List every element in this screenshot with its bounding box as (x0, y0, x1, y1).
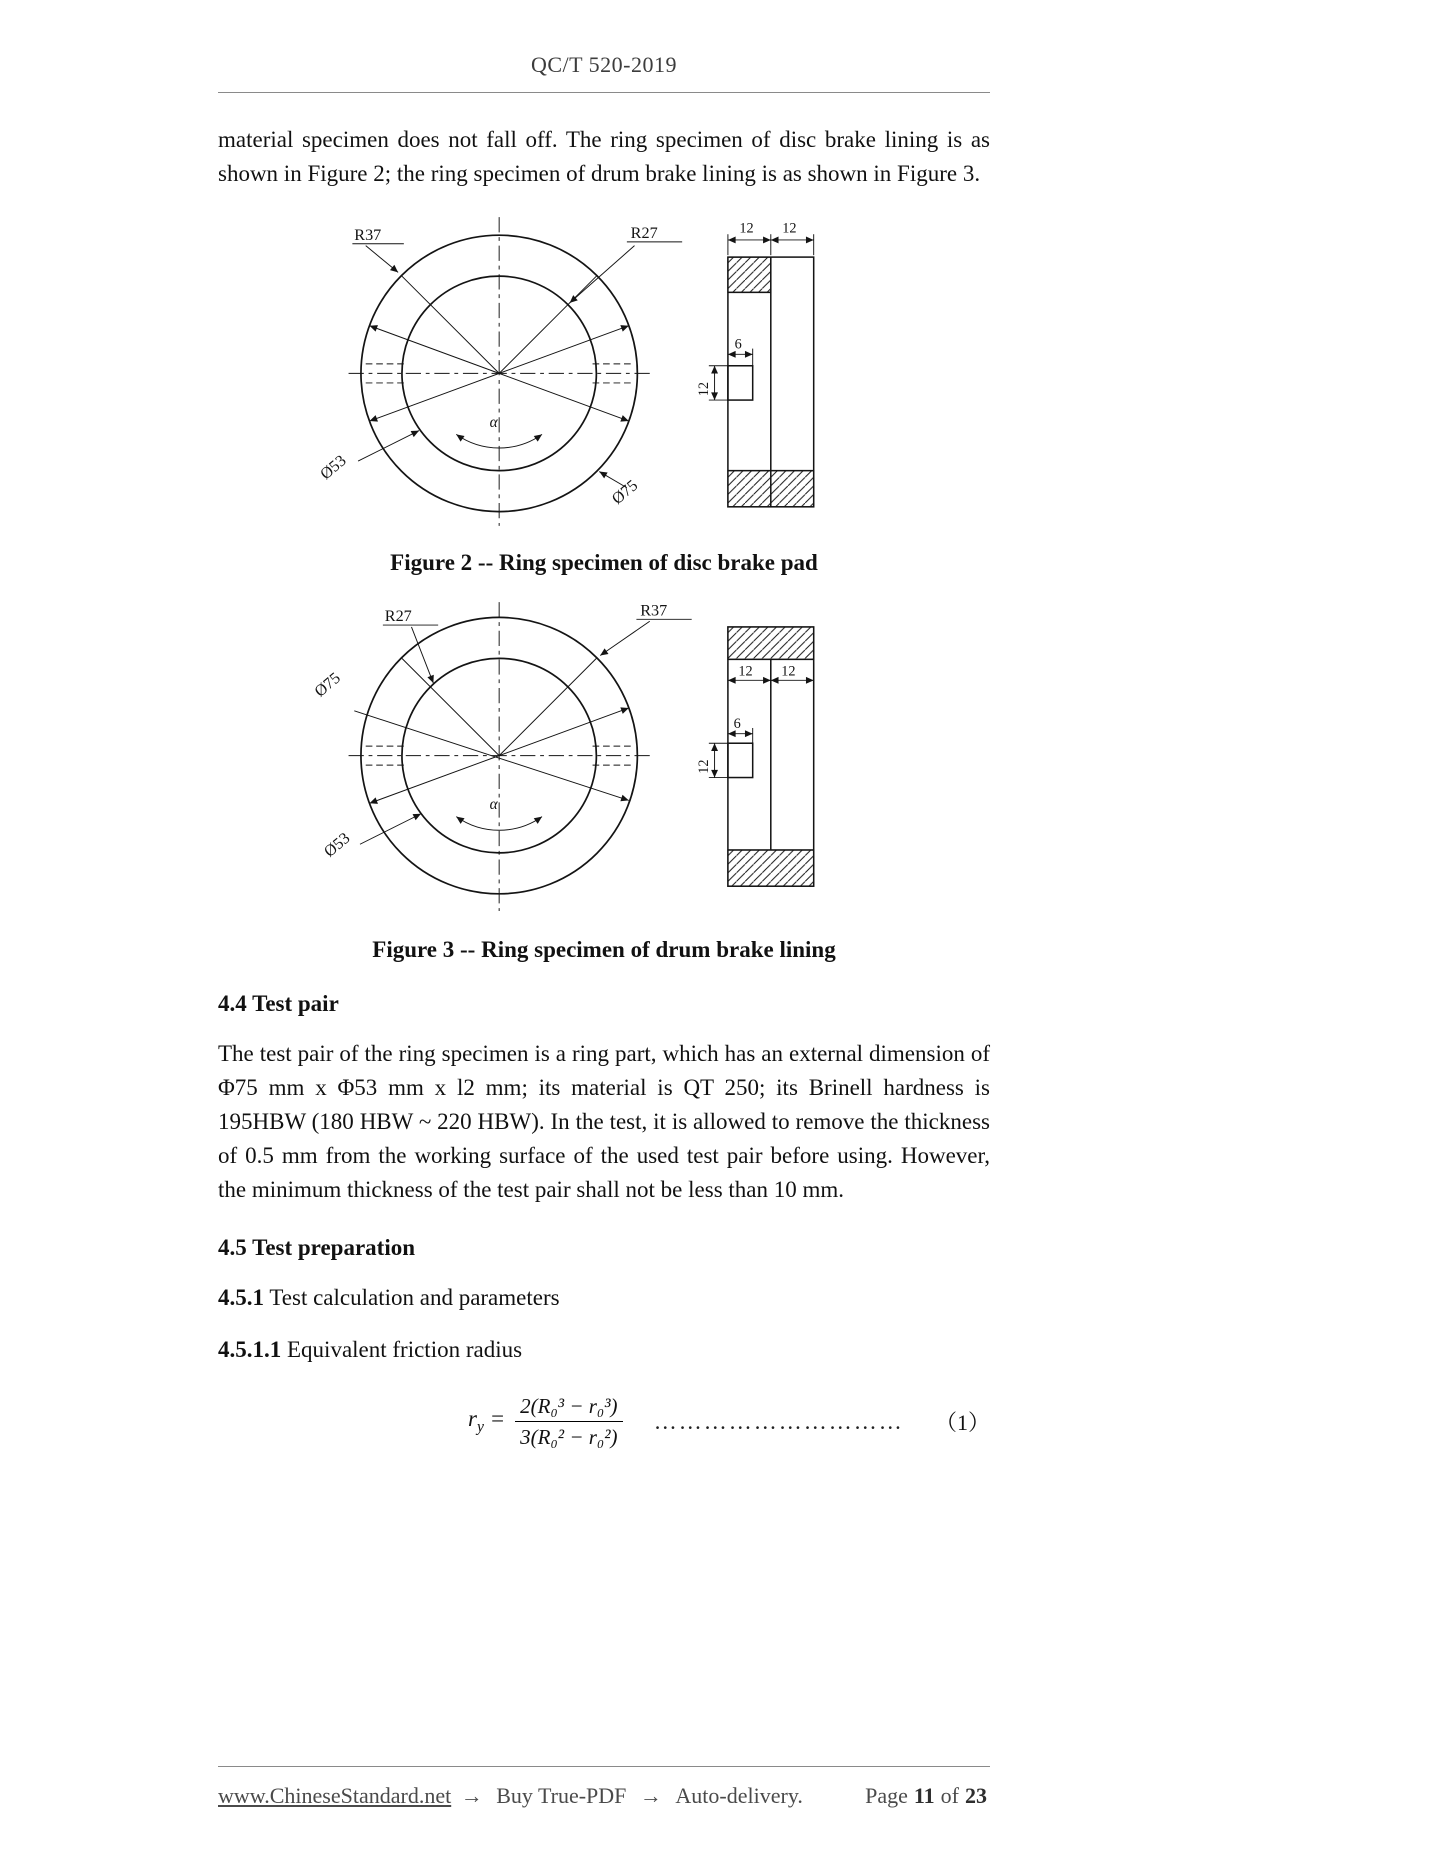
equation-1-expression (468, 1393, 623, 1451)
figure-3-caption: Figure 3 -- Ring specimen of drum brake lining (372, 937, 836, 962)
chinesestandard-link[interactable]: www.ChineseStandard.net (218, 1783, 452, 1808)
equation-1-lhs (468, 1406, 505, 1437)
equation-1-subscript: y (476, 1419, 484, 1437)
fig2-label-r-inner: R27 (630, 224, 658, 243)
equation-1 (218, 1393, 990, 1451)
fig3-dim-12-left: 12 (738, 663, 753, 680)
figure-3-drawing (299, 598, 909, 918)
fig3-dim-6: 6 (733, 715, 741, 732)
figure-2 (218, 211, 990, 536)
fig2-section-dim-labels (696, 220, 797, 396)
fig2-label-d-inner: Ø53 (316, 451, 350, 484)
page-number (862, 1783, 990, 1809)
fig2-dim-12-vertical: 12 (695, 381, 712, 397)
fig3-ring-labels (311, 602, 667, 861)
equation-1-dot-leader: ………………………… (653, 1408, 904, 1434)
page-total: 23 (965, 1783, 987, 1808)
footer-links (218, 1783, 807, 1809)
document-page (218, 0, 990, 1451)
document-header (218, 0, 990, 78)
fig3-label-r-inner: R27 (384, 607, 412, 626)
equation-1-variable: r (468, 1406, 477, 1432)
section-4-5-heading: 4.5 Test preparation (218, 1235, 416, 1260)
fig3-label-alpha: α (489, 795, 498, 813)
fig2-section-view (728, 257, 814, 507)
page-footer (218, 1766, 990, 1809)
section-4-5-1-1-text: Equivalent friction radius (287, 1337, 523, 1362)
page-current: 11 (913, 1783, 935, 1808)
fig2-ring-labels (317, 224, 658, 508)
section-4-5-1-1-number: 4.5.1.1 (218, 1337, 282, 1362)
standard-number: QC/T 520-2019 (530, 52, 678, 77)
footer-arrow-2-icon: → (639, 1783, 662, 1808)
fig3-label-d-outer: Ø75 (310, 668, 344, 701)
section-4-5-1-line (218, 1281, 990, 1315)
section-4-4-body: The test pair of the ring specimen is a ring part, which has an external dimension of Φ75 mm x Φ53 mm x l2 mm; its material is QT 250; its Brinell hardness is 195HBW (180 HBW ~ 220 HBW). In the test, it is allowed to remove the thickness of 0.5 mm from the working surface of the used test pair before using. However, the minimum thickness of the test pair shall not be less than 10 mm. (218, 1041, 990, 1202)
fig2-dim-12-right: 12 (782, 220, 797, 237)
section-4-5-1-number: 4.5.1 (218, 1285, 264, 1310)
intro-paragraph: material specimen does not fall off. The ring specimen of disc brake lining is as shown in Figure 2; the ring specimen of drum brake lining is as shown in Figure 3. (218, 127, 990, 186)
equation-1-denominator: 3(R₀² − r₀²) (520, 1425, 618, 1450)
of-word: of (940, 1783, 959, 1808)
fig2-label-r-outer: R37 (354, 225, 382, 244)
footer-arrow-1-icon: → (460, 1783, 483, 1808)
fig3-label-r-outer: R37 (640, 601, 668, 620)
section-4-5-1-1-line (218, 1333, 990, 1367)
fig3-dim-12-right: 12 (781, 663, 796, 680)
fig3-dim-12-vertical: 12 (695, 759, 712, 774)
header-divider (218, 92, 990, 93)
figure-2-drawing (299, 211, 909, 531)
fig3-ring-view (349, 602, 692, 911)
fig2-dim-6: 6 (734, 336, 742, 353)
equation-1-equals: = (489, 1406, 506, 1432)
footer-buy-text: Buy True-PDF (496, 1783, 627, 1808)
fig2-label-d-outer: Ø75 (608, 476, 642, 508)
equation-1-number: （1） (934, 1410, 990, 1436)
fig3-label-d-inner: Ø53 (320, 828, 354, 861)
equation-1-fraction (515, 1393, 622, 1451)
fig3-section-dims (709, 663, 814, 777)
page-word: Page (865, 1783, 908, 1808)
section-4-5-1-text: Test calculation and parameters (269, 1285, 560, 1310)
equation-1-numerator: 2(R₀³ − r₀³) (515, 1393, 622, 1422)
footer-delivery-text: Auto-delivery. (675, 1783, 803, 1808)
fig2-label-alpha: α (489, 413, 498, 431)
fig2-dim-12-left: 12 (739, 220, 754, 237)
figure-3 (218, 598, 990, 923)
section-4-4-heading: 4.4 Test pair (218, 991, 339, 1016)
figure-2-caption: Figure 2 -- Ring specimen of disc brake pad (390, 550, 818, 575)
